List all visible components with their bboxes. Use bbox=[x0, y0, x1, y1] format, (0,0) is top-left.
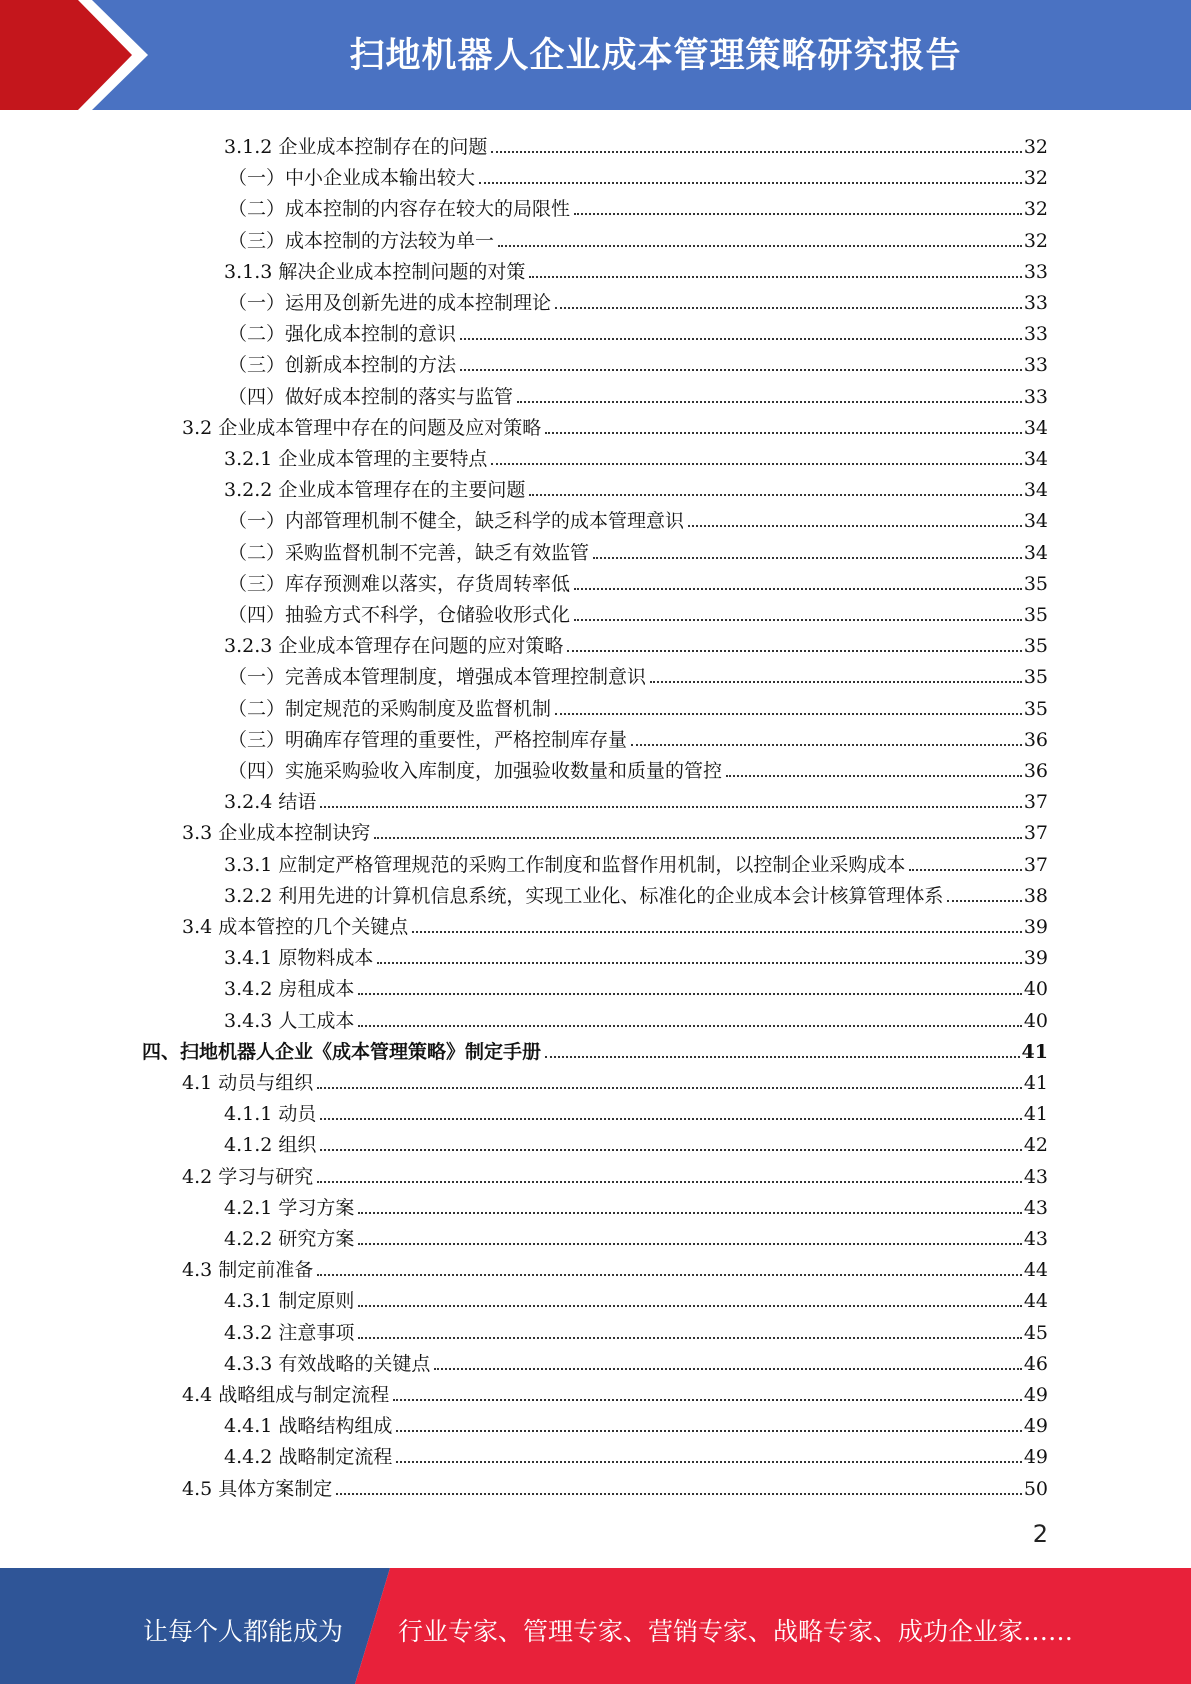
toc-entry-label: 4.5 具体方案制定 bbox=[182, 1477, 333, 1500]
footer-slogan-left: 让每个人都能成为 bbox=[143, 1617, 344, 1646]
toc-entry[interactable] bbox=[224, 1345, 1048, 1376]
report-title: 扫地机器人企业成本管理策略研究报告 bbox=[349, 36, 962, 76]
toc-entry-label: 4.2 学习与研究 bbox=[182, 1165, 314, 1188]
toc-entry-label: 3.4.2 房租成本 bbox=[224, 978, 355, 1001]
toc-entry[interactable] bbox=[224, 1407, 1048, 1438]
toc-entry-label: （三）创新成本控制的方法 bbox=[228, 354, 457, 377]
toc-entry-page: 41 bbox=[1021, 1040, 1048, 1063]
toc-leader-dots bbox=[358, 1243, 1021, 1245]
toc-entry-page: 41 bbox=[1023, 1103, 1048, 1126]
toc-entry[interactable] bbox=[182, 1064, 1048, 1095]
toc-entry-page: 33 bbox=[1023, 260, 1048, 283]
toc-entry[interactable] bbox=[224, 1220, 1048, 1251]
toc-leader-dots bbox=[491, 463, 1021, 465]
toc-leader-dots bbox=[529, 276, 1021, 278]
toc-entry[interactable] bbox=[228, 534, 1048, 565]
toc-entry[interactable] bbox=[228, 502, 1048, 533]
toc-leader-dots bbox=[545, 432, 1022, 434]
toc-entry-label: 3.2.2 企业成本管理存在的主要问题 bbox=[224, 479, 526, 502]
toc-entry-page: 35 bbox=[1023, 697, 1048, 720]
toc-entry-label: 3.2.1 企业成本管理的主要特点 bbox=[224, 448, 488, 470]
toc-entry-page: 35 bbox=[1023, 666, 1048, 689]
toc-entry-page: 44 bbox=[1023, 1290, 1048, 1313]
toc-entry[interactable] bbox=[228, 284, 1048, 315]
toc-entry[interactable] bbox=[224, 440, 1048, 471]
toc-leader-dots bbox=[460, 338, 1022, 340]
toc-entry-page: 32 bbox=[1023, 229, 1048, 252]
toc-entry-page: 33 bbox=[1023, 292, 1048, 314]
toc-leader-dots bbox=[555, 307, 1022, 309]
toc-leader-dots bbox=[498, 245, 1022, 247]
toc-entry-label: 3.3 企业成本控制诀窍 bbox=[182, 822, 371, 845]
footer-slogan-right: 行业专家、管理专家、营销专家、战略专家、成功企业家…… bbox=[398, 1617, 1074, 1646]
toc-entry[interactable] bbox=[228, 222, 1048, 253]
toc-entry[interactable] bbox=[224, 877, 1048, 908]
toc-leader-dots bbox=[320, 1118, 1021, 1120]
toc-entry-page: 46 bbox=[1023, 1352, 1048, 1375]
toc-entry-page: 50 bbox=[1023, 1477, 1048, 1500]
toc-entry-label: （四）做好成本控制的落实与监管 bbox=[228, 385, 514, 408]
toc-entry-page: 34 bbox=[1023, 448, 1048, 470]
toc-entry-page: 43 bbox=[1023, 1165, 1048, 1188]
toc-entry-label: （一）运用及创新先进的成本控制理论 bbox=[228, 292, 552, 314]
toc-leader-dots bbox=[574, 588, 1022, 590]
toc-entry-label: 4.4.2 战略制定流程 bbox=[224, 1446, 393, 1469]
toc-entry[interactable] bbox=[224, 471, 1048, 502]
toc-entry[interactable] bbox=[228, 690, 1048, 721]
toc-entry-page: 49 bbox=[1023, 1415, 1048, 1438]
toc-entry-page: 42 bbox=[1023, 1134, 1048, 1157]
toc-leader-dots bbox=[317, 1274, 1022, 1276]
toc-entry[interactable] bbox=[182, 1470, 1048, 1501]
toc-entry[interactable] bbox=[224, 1438, 1048, 1469]
toc-entry-label: 四、扫地机器人企业《成本管理策略》制定手册 bbox=[142, 1040, 542, 1063]
toc-entry-label: 4.4.1 战略结构组成 bbox=[224, 1415, 393, 1438]
toc-entry-page: 37 bbox=[1023, 853, 1048, 876]
toc-entry-page: 33 bbox=[1023, 385, 1048, 408]
toc-leader-dots bbox=[491, 151, 1021, 153]
toc-leader-dots bbox=[336, 1493, 1022, 1495]
toc-leader-dots bbox=[529, 494, 1021, 496]
toc-entry-label: 4.3.2 注意事项 bbox=[224, 1321, 355, 1344]
toc-entry-page: 44 bbox=[1023, 1259, 1048, 1282]
toc-entry[interactable] bbox=[224, 128, 1048, 159]
toc-entry[interactable] bbox=[182, 409, 1048, 440]
toc-entry[interactable] bbox=[228, 721, 1048, 752]
toc-entry-label: （一）中小企业成本输出较大 bbox=[228, 167, 476, 190]
toc-entry[interactable] bbox=[224, 1282, 1048, 1313]
toc-entry[interactable] bbox=[224, 1126, 1048, 1157]
toc-leader-dots bbox=[396, 1430, 1021, 1432]
toc-entry[interactable] bbox=[224, 939, 1048, 970]
toc-leader-dots bbox=[517, 401, 1022, 403]
toc-entry-page: 38 bbox=[1023, 884, 1048, 907]
toc-entry-label: 3.4.3 人工成本 bbox=[224, 1009, 355, 1032]
toc-entry[interactable] bbox=[142, 1033, 1048, 1064]
toc-entry-page: 41 bbox=[1023, 1072, 1048, 1094]
toc-entry-label: 3.1.3 解决企业成本控制问题的对策 bbox=[224, 260, 526, 283]
toc-leader-dots bbox=[412, 931, 1022, 933]
toc-entry[interactable] bbox=[228, 752, 1048, 783]
toc-entry-label: 3.2 企业成本管理中存在的问题及应对策略 bbox=[182, 416, 542, 439]
toc-entry-label: 3.2.4 结语 bbox=[224, 791, 317, 814]
toc-entry-label: （二）制定规范的采购制度及监督机制 bbox=[228, 697, 552, 720]
toc-entry[interactable] bbox=[224, 970, 1048, 1001]
toc-entry[interactable] bbox=[228, 190, 1048, 221]
toc-entry[interactable] bbox=[182, 1158, 1048, 1189]
toc-leader-dots bbox=[909, 869, 1021, 871]
toc-entry-label: 4.1 动员与组织 bbox=[182, 1072, 314, 1094]
toc-leader-dots bbox=[317, 1087, 1022, 1089]
toc-leader-dots bbox=[631, 744, 1022, 746]
toc-entry-label: （四）实施采购验收入库制度，加强验收数量和质量的管控 bbox=[228, 760, 723, 782]
toc-entry-label: 3.1.2 企业成本控制存在的问题 bbox=[224, 136, 488, 158]
toc-entry-label: 4.3 制定前准备 bbox=[182, 1259, 314, 1282]
toc-entry-page: 37 bbox=[1023, 791, 1048, 814]
toc-entry-page: 32 bbox=[1023, 198, 1048, 221]
toc-leader-dots bbox=[947, 900, 1021, 902]
toc-entry[interactable] bbox=[182, 1376, 1048, 1407]
toc-entry[interactable] bbox=[224, 253, 1048, 284]
toc-entry[interactable] bbox=[228, 596, 1048, 627]
toc-leader-dots bbox=[377, 962, 1021, 964]
toc-entry[interactable] bbox=[224, 1189, 1048, 1220]
toc-entry-label: 3.4 成本管控的几个关键点 bbox=[182, 916, 409, 938]
toc-leader-dots bbox=[726, 775, 1022, 777]
toc-entry[interactable] bbox=[228, 315, 1048, 346]
toc-leader-dots bbox=[574, 213, 1022, 215]
toc-leader-dots bbox=[593, 557, 1022, 559]
toc-leader-dots bbox=[374, 837, 1022, 839]
toc-entry-label: 4.1.2 组织 bbox=[224, 1134, 317, 1157]
toc-entry-page: 36 bbox=[1023, 728, 1048, 751]
toc-entry[interactable] bbox=[224, 627, 1048, 658]
toc-entry[interactable] bbox=[182, 908, 1048, 939]
page-header bbox=[0, 0, 1191, 110]
toc-entry-label: （三）明确库存管理的重要性，严格控制库存量 bbox=[228, 728, 628, 751]
toc-leader-dots bbox=[479, 182, 1022, 184]
toc-leader-dots bbox=[317, 1181, 1022, 1183]
toc-leader-dots bbox=[574, 619, 1022, 621]
toc-entry-page: 35 bbox=[1023, 635, 1048, 658]
toc-leader-dots bbox=[358, 993, 1021, 995]
toc-entry-label: （四）抽验方式不科学，仓储验收形式化 bbox=[228, 604, 571, 626]
toc-entry-page: 35 bbox=[1023, 604, 1048, 626]
toc-entry-label: 4.3.3 有效战略的关键点 bbox=[224, 1352, 431, 1375]
toc-entry-page: 32 bbox=[1023, 136, 1048, 158]
toc-entry-page: 43 bbox=[1023, 1228, 1048, 1250]
toc-entry-label: 3.3.1 应制定严格管理规范的采购工作制度和监督作用机制，以控制企业采购成本 bbox=[224, 853, 906, 876]
toc-leader-dots bbox=[320, 1149, 1021, 1151]
toc-entry-page: 32 bbox=[1023, 167, 1048, 190]
toc-entry-page: 40 bbox=[1023, 978, 1048, 1001]
toc-entry-page: 34 bbox=[1023, 479, 1048, 502]
toc-entry-label: 4.3.1 制定原则 bbox=[224, 1290, 355, 1313]
page-number: 2 bbox=[1032, 1520, 1048, 1548]
toc-entry[interactable] bbox=[228, 658, 1048, 689]
red-arrow-logo bbox=[0, 0, 160, 110]
toc-entry-page: 36 bbox=[1023, 760, 1048, 782]
toc-entry-page: 45 bbox=[1023, 1321, 1048, 1344]
toc-entry[interactable] bbox=[224, 1095, 1048, 1126]
toc-leader-dots bbox=[358, 1337, 1021, 1339]
toc-entry-page: 49 bbox=[1023, 1446, 1048, 1469]
toc-entry-page: 34 bbox=[1023, 510, 1048, 533]
toc-leader-dots bbox=[396, 1461, 1021, 1463]
toc-leader-dots bbox=[358, 1305, 1021, 1307]
toc-leader-dots bbox=[320, 806, 1021, 808]
toc-entry[interactable] bbox=[182, 814, 1048, 845]
toc-entry-page: 37 bbox=[1023, 822, 1048, 845]
toc-entry[interactable] bbox=[228, 159, 1048, 190]
toc-leader-dots bbox=[650, 681, 1022, 683]
page-footer bbox=[0, 1568, 1191, 1684]
toc-entry-page: 40 bbox=[1023, 1009, 1048, 1032]
toc-entry-label: 4.2.2 研究方案 bbox=[224, 1228, 355, 1250]
toc-entry-page: 33 bbox=[1023, 354, 1048, 377]
toc-leader-dots bbox=[545, 1056, 1020, 1058]
toc-entry-label: 3.4.1 原物料成本 bbox=[224, 947, 374, 970]
toc-entry-page: 39 bbox=[1023, 947, 1048, 970]
toc-entry-page: 35 bbox=[1023, 572, 1048, 595]
toc-entry-label: （三）库存预测难以落实，存货周转率低 bbox=[228, 572, 571, 595]
toc-entry-page: 34 bbox=[1023, 416, 1048, 439]
toc-leader-dots bbox=[434, 1368, 1021, 1370]
toc-leader-dots bbox=[358, 1212, 1021, 1214]
toc-entry-label: 4.2.1 学习方案 bbox=[224, 1196, 355, 1219]
toc-entry-label: 4.4 战略组成与制定流程 bbox=[182, 1384, 390, 1406]
toc-entry-page: 33 bbox=[1023, 323, 1048, 346]
toc-leader-dots bbox=[555, 713, 1022, 715]
toc-entry-page: 49 bbox=[1023, 1384, 1048, 1406]
toc-entry[interactable] bbox=[224, 1314, 1048, 1345]
toc-leader-dots bbox=[460, 369, 1022, 371]
toc-entry-label: 3.2.3 企业成本管理存在问题的应对策略 bbox=[224, 635, 564, 658]
toc-entry[interactable] bbox=[228, 378, 1048, 409]
toc-entry[interactable] bbox=[224, 783, 1048, 814]
toc-entry-label: （一）内部管理机制不健全，缺乏科学的成本管理意识 bbox=[228, 510, 685, 533]
toc-entry-page: 43 bbox=[1023, 1196, 1048, 1219]
toc-entry[interactable] bbox=[228, 346, 1048, 377]
toc-entry-page: 34 bbox=[1023, 541, 1048, 564]
toc-entry-label: 3.2.2 利用先进的计算机信息系统，实现工业化、标准化的企业成本会计核算管理体系 bbox=[224, 884, 944, 907]
toc-leader-dots bbox=[393, 1399, 1022, 1401]
toc-entry-page: 39 bbox=[1023, 916, 1048, 938]
toc-leader-dots bbox=[358, 1025, 1021, 1027]
toc-entry[interactable] bbox=[182, 1251, 1048, 1282]
toc-entry[interactable] bbox=[224, 1002, 1048, 1033]
toc-entry-label: （三）成本控制的方法较为单一 bbox=[228, 229, 495, 252]
toc-entry[interactable] bbox=[224, 846, 1048, 877]
toc-leader-dots bbox=[567, 650, 1021, 652]
toc-leader-dots bbox=[688, 525, 1022, 527]
toc-entry-label: （一）完善成本管理制度，增强成本管理控制意识 bbox=[228, 666, 647, 689]
toc-entry-label: （二）采购监督机制不完善，缺乏有效监管 bbox=[228, 541, 590, 564]
toc-entry-label: （二）成本控制的内容存在较大的局限性 bbox=[228, 198, 571, 221]
toc-entry-label: （二）强化成本控制的意识 bbox=[228, 323, 457, 346]
toc-entry[interactable] bbox=[228, 565, 1048, 596]
toc-entry-label: 4.1.1 动员 bbox=[224, 1103, 317, 1126]
